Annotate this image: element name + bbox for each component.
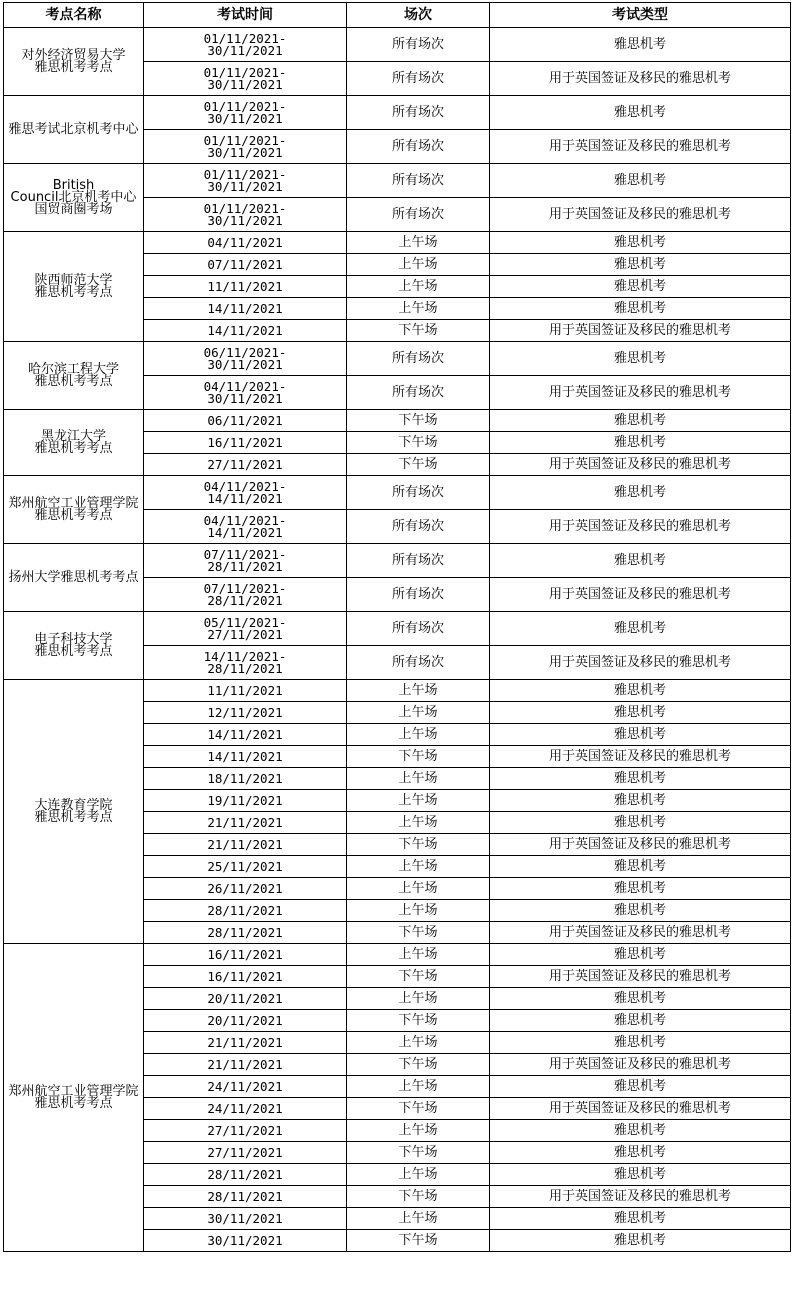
exam-type-cell: 雅思机考: [490, 680, 791, 702]
exam-date-cell: 01/11/2021- 30/11/2021: [144, 164, 347, 198]
exam-date-cell: 01/11/2021- 30/11/2021: [144, 130, 347, 164]
session-cell: 上午场: [347, 1032, 490, 1054]
session-cell: 所有场次: [347, 164, 490, 198]
session-cell: 下午场: [347, 1186, 490, 1208]
table-row: [4, 476, 791, 510]
exam-date-cell: 27/11/2021: [144, 1120, 347, 1142]
site-name-cell: 扬州大学雅思机考考点: [4, 544, 144, 612]
exam-date-cell: 01/11/2021- 30/11/2021: [144, 28, 347, 62]
session-cell: 所有场次: [347, 96, 490, 130]
exam-type-cell: 雅思机考: [490, 768, 791, 790]
session-cell: 所有场次: [347, 510, 490, 544]
exam-date-cell: 12/11/2021: [144, 702, 347, 724]
exam-type-cell: 雅思机考: [490, 944, 791, 966]
exam-type-cell: 雅思机考: [490, 298, 791, 320]
session-cell: 上午场: [347, 276, 490, 298]
header-session: 场次: [347, 3, 490, 28]
site-name-cell: British Council北京机考中心国贸商圈考场: [4, 164, 144, 232]
session-cell: 所有场次: [347, 612, 490, 646]
exam-schedule-table: [3, 2, 791, 1252]
header-type: 考试类型: [490, 3, 791, 28]
session-cell: 所有场次: [347, 578, 490, 612]
exam-type-cell: 雅思机考: [490, 164, 791, 198]
exam-type-cell: 雅思机考: [490, 1164, 791, 1186]
exam-type-cell: 雅思机考: [490, 702, 791, 724]
exam-date-cell: 20/11/2021: [144, 1010, 347, 1032]
session-cell: 上午场: [347, 856, 490, 878]
table-row: [4, 96, 791, 130]
exam-date-cell: 07/11/2021- 28/11/2021: [144, 544, 347, 578]
session-cell: 所有场次: [347, 28, 490, 62]
exam-type-cell: 用于英国签证及移民的雅思机考: [490, 1098, 791, 1120]
exam-date-cell: 30/11/2021: [144, 1230, 347, 1252]
exam-date-cell: 11/11/2021: [144, 276, 347, 298]
exam-date-cell: 21/11/2021: [144, 812, 347, 834]
session-cell: 所有场次: [347, 544, 490, 578]
exam-type-cell: 雅思机考: [490, 856, 791, 878]
session-cell: 下午场: [347, 1010, 490, 1032]
session-cell: 下午场: [347, 922, 490, 944]
exam-type-cell: 雅思机考: [490, 1142, 791, 1164]
exam-type-cell: 雅思机考: [490, 544, 791, 578]
session-cell: 下午场: [347, 1230, 490, 1252]
exam-date-cell: 26/11/2021: [144, 878, 347, 900]
exam-type-cell: 雅思机考: [490, 476, 791, 510]
exam-date-cell: 16/11/2021: [144, 966, 347, 988]
exam-date-cell: 21/11/2021: [144, 834, 347, 856]
session-cell: 上午场: [347, 702, 490, 724]
session-cell: 上午场: [347, 812, 490, 834]
session-cell: 所有场次: [347, 646, 490, 680]
site-name-cell: 对外经济贸易大学 雅思机考考点: [4, 28, 144, 96]
header-row: [4, 3, 791, 28]
exam-type-cell: 用于英国签证及移民的雅思机考: [490, 198, 791, 232]
table-row: [4, 680, 791, 702]
exam-type-cell: 雅思机考: [490, 410, 791, 432]
exam-date-cell: 04/11/2021: [144, 232, 347, 254]
exam-date-cell: 18/11/2021: [144, 768, 347, 790]
session-cell: 所有场次: [347, 198, 490, 232]
exam-date-cell: 30/11/2021: [144, 1208, 347, 1230]
session-cell: 上午场: [347, 680, 490, 702]
session-cell: 上午场: [347, 254, 490, 276]
session-cell: 上午场: [347, 988, 490, 1010]
exam-date-cell: 28/11/2021: [144, 1164, 347, 1186]
exam-type-cell: 雅思机考: [490, 1230, 791, 1252]
exam-date-cell: 11/11/2021: [144, 680, 347, 702]
exam-date-cell: 28/11/2021: [144, 922, 347, 944]
exam-date-cell: 24/11/2021: [144, 1098, 347, 1120]
exam-date-cell: 14/11/2021: [144, 298, 347, 320]
exam-date-cell: 27/11/2021: [144, 1142, 347, 1164]
exam-type-cell: 雅思机考: [490, 812, 791, 834]
exam-date-cell: 25/11/2021: [144, 856, 347, 878]
exam-type-cell: 用于英国签证及移民的雅思机考: [490, 376, 791, 410]
exam-date-cell: 14/11/2021: [144, 724, 347, 746]
exam-type-cell: 雅思机考: [490, 612, 791, 646]
table-row: [4, 544, 791, 578]
header-site: 考点名称: [4, 3, 144, 28]
session-cell: 上午场: [347, 900, 490, 922]
exam-date-cell: 01/11/2021- 30/11/2021: [144, 96, 347, 130]
session-cell: 上午场: [347, 1120, 490, 1142]
exam-type-cell: 用于英国签证及移民的雅思机考: [490, 922, 791, 944]
table-row: [4, 232, 791, 254]
session-cell: 下午场: [347, 410, 490, 432]
exam-type-cell: 雅思机考: [490, 1208, 791, 1230]
exam-date-cell: 14/11/2021: [144, 320, 347, 342]
exam-type-cell: 雅思机考: [490, 878, 791, 900]
session-cell: 上午场: [347, 1076, 490, 1098]
exam-type-cell: 雅思机考: [490, 342, 791, 376]
exam-date-cell: 20/11/2021: [144, 988, 347, 1010]
session-cell: 所有场次: [347, 130, 490, 164]
site-name-cell: 雅思考试北京机考中心: [4, 96, 144, 164]
exam-date-cell: 07/11/2021: [144, 254, 347, 276]
site-name-cell: 黑龙江大学 雅思机考考点: [4, 410, 144, 476]
site-name-cell: 郑州航空工业管理学院雅思机考考点: [4, 944, 144, 1252]
exam-date-cell: 04/11/2021- 30/11/2021: [144, 376, 347, 410]
exam-type-cell: 用于英国签证及移民的雅思机考: [490, 966, 791, 988]
site-name-cell: 大连教育学院 雅思机考考点: [4, 680, 144, 944]
table-row: [4, 342, 791, 376]
session-cell: 上午场: [347, 1208, 490, 1230]
exam-type-cell: 雅思机考: [490, 232, 791, 254]
session-cell: 下午场: [347, 834, 490, 856]
exam-date-cell: 04/11/2021- 14/11/2021: [144, 510, 347, 544]
exam-date-cell: 06/11/2021- 30/11/2021: [144, 342, 347, 376]
exam-type-cell: 雅思机考: [490, 254, 791, 276]
session-cell: 下午场: [347, 1142, 490, 1164]
session-cell: 所有场次: [347, 62, 490, 96]
session-cell: 上午场: [347, 790, 490, 812]
session-cell: 所有场次: [347, 476, 490, 510]
exam-date-cell: 06/11/2021: [144, 410, 347, 432]
session-cell: 下午场: [347, 432, 490, 454]
session-cell: 上午场: [347, 724, 490, 746]
session-cell: 下午场: [347, 1098, 490, 1120]
exam-type-cell: 雅思机考: [490, 900, 791, 922]
session-cell: 下午场: [347, 1054, 490, 1076]
session-cell: 下午场: [347, 966, 490, 988]
exam-date-cell: 01/11/2021- 30/11/2021: [144, 62, 347, 96]
exam-type-cell: 用于英国签证及移民的雅思机考: [490, 746, 791, 768]
exam-type-cell: 雅思机考: [490, 988, 791, 1010]
session-cell: 下午场: [347, 320, 490, 342]
session-cell: 上午场: [347, 298, 490, 320]
session-cell: 上午场: [347, 768, 490, 790]
exam-type-cell: 用于英国签证及移民的雅思机考: [490, 1186, 791, 1208]
table-row: [4, 28, 791, 62]
exam-type-cell: 用于英国签证及移民的雅思机考: [490, 834, 791, 856]
session-cell: 所有场次: [347, 376, 490, 410]
table-row: [4, 612, 791, 646]
table-row: [4, 410, 791, 432]
exam-type-cell: 雅思机考: [490, 432, 791, 454]
exam-type-cell: 雅思机考: [490, 1032, 791, 1054]
exam-date-cell: 21/11/2021: [144, 1054, 347, 1076]
table-row: [4, 944, 791, 966]
exam-type-cell: 用于英国签证及移民的雅思机考: [490, 510, 791, 544]
exam-type-cell: 用于英国签证及移民的雅思机考: [490, 62, 791, 96]
exam-type-cell: 雅思机考: [490, 28, 791, 62]
exam-date-cell: 16/11/2021: [144, 944, 347, 966]
exam-date-cell: 04/11/2021- 14/11/2021: [144, 476, 347, 510]
exam-type-cell: 雅思机考: [490, 1010, 791, 1032]
exam-type-cell: 雅思机考: [490, 1076, 791, 1098]
exam-date-cell: 27/11/2021: [144, 454, 347, 476]
exam-type-cell: 用于英国签证及移民的雅思机考: [490, 454, 791, 476]
exam-type-cell: 雅思机考: [490, 790, 791, 812]
session-cell: 上午场: [347, 944, 490, 966]
session-cell: 上午场: [347, 232, 490, 254]
exam-date-cell: 19/11/2021: [144, 790, 347, 812]
site-name-cell: 电子科技大学 雅思机考考点: [4, 612, 144, 680]
exam-type-cell: 用于英国签证及移民的雅思机考: [490, 320, 791, 342]
exam-type-cell: 雅思机考: [490, 1120, 791, 1142]
exam-date-cell: 14/11/2021- 28/11/2021: [144, 646, 347, 680]
exam-type-cell: 用于英国签证及移民的雅思机考: [490, 130, 791, 164]
exam-type-cell: 用于英国签证及移民的雅思机考: [490, 1054, 791, 1076]
exam-type-cell: 用于英国签证及移民的雅思机考: [490, 646, 791, 680]
exam-date-cell: 28/11/2021: [144, 900, 347, 922]
exam-date-cell: 21/11/2021: [144, 1032, 347, 1054]
exam-type-cell: 雅思机考: [490, 276, 791, 298]
header-time: 考试时间: [144, 3, 347, 28]
session-cell: 上午场: [347, 1164, 490, 1186]
exam-type-cell: 雅思机考: [490, 96, 791, 130]
exam-type-cell: 雅思机考: [490, 724, 791, 746]
site-name-cell: 郑州航空工业管理学院雅思机考考点: [4, 476, 144, 544]
session-cell: 所有场次: [347, 342, 490, 376]
exam-date-cell: 07/11/2021- 28/11/2021: [144, 578, 347, 612]
exam-date-cell: 28/11/2021: [144, 1186, 347, 1208]
exam-date-cell: 14/11/2021: [144, 746, 347, 768]
exam-date-cell: 05/11/2021- 27/11/2021: [144, 612, 347, 646]
exam-date-cell: 01/11/2021- 30/11/2021: [144, 198, 347, 232]
site-name-cell: 陕西师范大学 雅思机考考点: [4, 232, 144, 342]
exam-date-cell: 24/11/2021: [144, 1076, 347, 1098]
site-name-cell: 哈尔滨工程大学 雅思机考考点: [4, 342, 144, 410]
schedule-body: [4, 28, 791, 1252]
session-cell: 下午场: [347, 454, 490, 476]
exam-date-cell: 16/11/2021: [144, 432, 347, 454]
table-row: [4, 164, 791, 198]
session-cell: 上午场: [347, 878, 490, 900]
exam-type-cell: 用于英国签证及移民的雅思机考: [490, 578, 791, 612]
session-cell: 下午场: [347, 746, 490, 768]
